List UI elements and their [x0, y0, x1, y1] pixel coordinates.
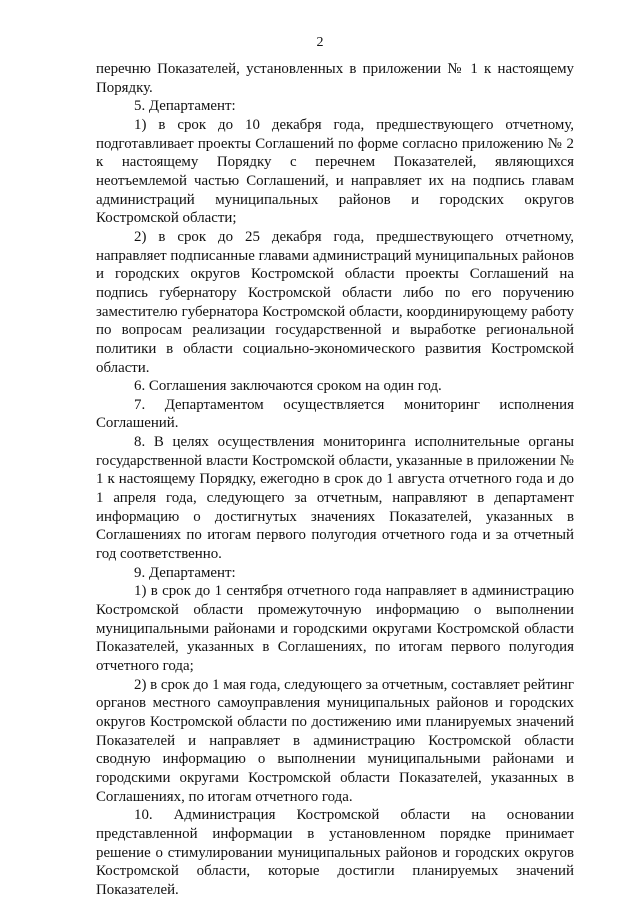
paragraph-section-9-item-1: 1) в срок до 1 сентября отчетного года направляет в администрацию Костромской области промежуточную информацию о выполнении муниципальными районами и городскими округами Костромской области Показателей, указанных в Соглашениях, по итогам первого полугодия отчетного года;	[96, 583, 574, 674]
paragraph-section-7: 7. Департаментом осуществляется мониторинг исполнения Соглашений.	[96, 396, 574, 432]
paragraph-section-6: 6. Соглашения заключаются сроком на один год.	[134, 378, 442, 395]
paragraph-section-10: 10. Администрация Костромской области на основании представленной информации в установленном порядке принимает решение о стимулировании муниципальных районов и городских округов Костромской области, которые достигли планируемых значений Показателей.	[96, 807, 574, 898]
paragraph-section-9-item-2: 2) в срок до 1 мая года, следующего за отчетным, составляет рейтинг органов местного самоуправления муниципальных районов и городских округов Костромской области по достижению ими планируемых значений Показателей и направляет в администрацию Костромской области сводную информацию о выполнении муниципальными районами и городскими округами Костромской области Показателей, указанных в Соглашениях, по итогам отчетного года.	[96, 676, 574, 805]
document-body	[96, 60, 574, 900]
paragraph-section-9-heading: 9. Департамент:	[134, 564, 236, 581]
paragraph-section-5-item-1: 1) в срок до 10 декабря года, предшествующего отчетному, подготавливает проекты Соглашений по форме согласно приложению № 2 к настоящему Порядку с перечнем Показателей, являющихся неотъемлемой частью Соглашений, и направляет их на подпись главам администраций муниципальных районов и городских округов Костромской области;	[96, 116, 574, 227]
paragraph-section-8: 8. В целях осуществления мониторинга исполнительные органы государственной власти Костромской области, указанные в приложении № 1 к настоящему Порядку, ежегодно в срок до 1 августа отчетного года и до 1 апреля года, следующего за отчетным, направляют в департамент информацию о достигнутых значениях Показателей, указанных в Соглашениях по итогам первого полугодия отчетного года и за отчетный год соответственно.	[96, 434, 574, 563]
page-number: 2	[316, 35, 324, 50]
paragraph-section-5-heading: 5. Департамент:	[134, 98, 236, 115]
paragraph-section-5-item-2: 2) в срок до 25 декабря года, предшествующего отчетному, направляет подписанные главами администраций муниципальных районов и городских округов Костромской области проекты Соглашений на подпись губернатору Костромской области либо по его поручению заместителю губернатора Костромской области, координирующему работу по вопросам реализации государственной и выработке региональной политики в области социально-экономического развития Костромской области.	[96, 228, 574, 376]
paragraph-continuation: перечню Показателей, установленных в приложении № 1 к настоящему Порядку.	[96, 61, 574, 96]
